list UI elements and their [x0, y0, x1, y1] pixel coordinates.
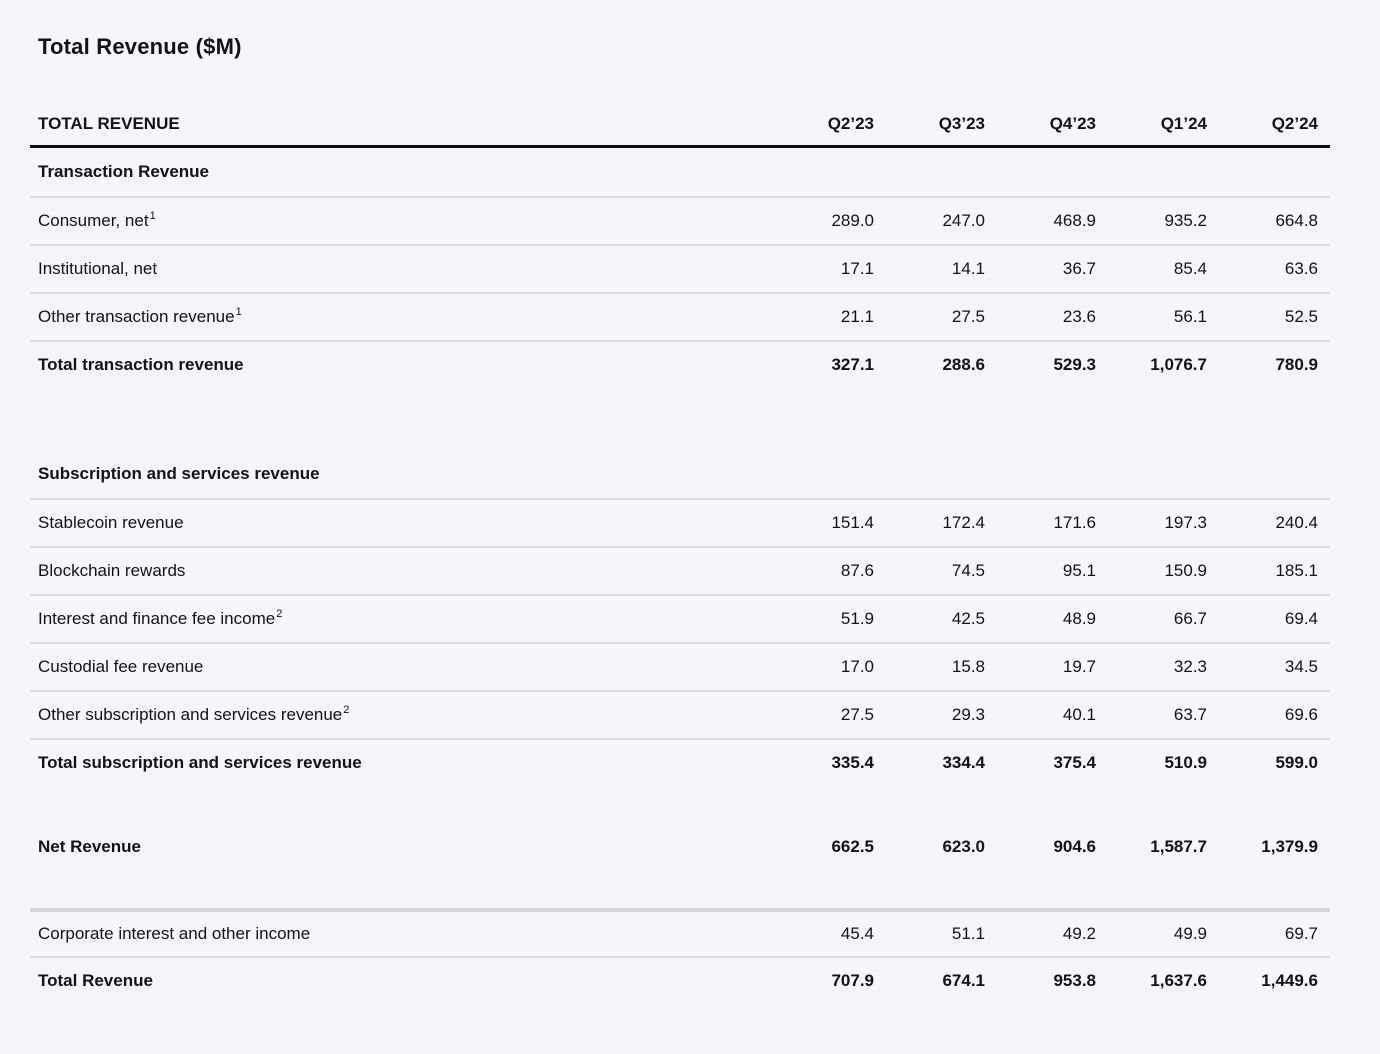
row-value: 17.0 — [840, 657, 874, 676]
row-label: Consumer, net — [38, 211, 149, 230]
row-label-cell — [30, 657, 763, 677]
row-label: Corporate interest and other income — [38, 924, 311, 943]
row-value: 87.6 — [840, 561, 874, 580]
table-row — [30, 292, 1330, 340]
row-label-cell — [30, 561, 763, 581]
footnote-marker: 2 — [276, 608, 283, 621]
table-body — [30, 148, 1330, 1004]
column-header-q2-24: Q2’24 — [1271, 113, 1318, 133]
row-value: 1,587.7 — [1150, 837, 1207, 856]
footnote-marker: 1 — [149, 210, 156, 223]
footnote-marker: 2 — [343, 704, 350, 717]
row-value: 32.3 — [1173, 657, 1207, 676]
row-value: 1,637.6 — [1150, 971, 1207, 990]
row-value: 468.9 — [1053, 211, 1096, 230]
row-value: 51.1 — [951, 924, 985, 943]
table-row — [30, 148, 1330, 196]
row-label: Stablecoin revenue — [38, 513, 184, 532]
row-value: 953.8 — [1053, 971, 1096, 990]
row-value: 335.4 — [831, 753, 874, 772]
row-value: 21.1 — [840, 307, 874, 326]
page-title: Total Revenue ($M) — [38, 34, 242, 59]
row-value: 288.6 — [942, 355, 985, 374]
row-value: 375.4 — [1053, 753, 1096, 772]
column-header-q1-24: Q1’24 — [1160, 113, 1207, 133]
column-header-q4-23: Q4’23 — [1049, 113, 1096, 133]
row-value: 40.1 — [1062, 705, 1096, 724]
row-label-cell — [30, 753, 763, 773]
row-value: 85.4 — [1173, 259, 1207, 278]
table-row — [30, 823, 1330, 871]
row-label-cell — [30, 355, 763, 375]
table-row — [30, 594, 1330, 642]
row-label-cell — [30, 837, 763, 857]
row-label-cell — [30, 924, 763, 944]
row-label: Total transaction revenue — [38, 355, 244, 374]
row-value: 48.9 — [1062, 609, 1096, 628]
table-row — [30, 244, 1330, 292]
row-label-cell — [30, 513, 763, 533]
row-value: 171.6 — [1053, 513, 1096, 532]
row-value: 150.9 — [1164, 561, 1207, 580]
row-value: 23.6 — [1062, 307, 1096, 326]
row-value: 63.6 — [1284, 259, 1318, 278]
row-label: Other subscription and services revenue — [38, 705, 343, 724]
row-value: 707.9 — [831, 971, 874, 990]
row-value: 52.5 — [1284, 307, 1318, 326]
revenue-table — [30, 102, 1330, 1004]
row-value: 334.4 — [942, 753, 985, 772]
row-label: Blockchain rewards — [38, 561, 186, 580]
row-value: 51.9 — [840, 609, 874, 628]
row-value: 42.5 — [951, 609, 985, 628]
column-header-q3-23: Q3’23 — [938, 113, 985, 133]
row-value: 197.3 — [1164, 513, 1207, 532]
table-row — [30, 340, 1330, 388]
table-row — [30, 498, 1330, 546]
row-label: Transaction Revenue — [38, 162, 210, 181]
row-value: 66.7 — [1173, 609, 1207, 628]
row-value: 247.0 — [942, 211, 985, 230]
row-value: 95.1 — [1062, 561, 1096, 580]
row-value: 45.4 — [840, 924, 874, 943]
table-header-row — [30, 102, 1330, 148]
row-value: 69.7 — [1284, 924, 1318, 943]
row-value: 623.0 — [942, 837, 985, 856]
row-label: Net Revenue — [38, 837, 141, 856]
row-value: 1,449.6 — [1261, 971, 1318, 990]
column-header-q2-23: Q2’23 — [827, 113, 874, 133]
row-value: 240.4 — [1275, 513, 1318, 532]
row-label-cell — [30, 259, 763, 279]
row-value: 935.2 — [1164, 211, 1207, 230]
table-row — [30, 738, 1330, 786]
row-value: 27.5 — [951, 307, 985, 326]
row-value: 49.2 — [1062, 924, 1096, 943]
row-label-cell — [30, 307, 763, 327]
row-value: 151.4 — [831, 513, 874, 532]
footnote-marker: 1 — [235, 306, 242, 319]
row-value: 674.1 — [942, 971, 985, 990]
table-header-title: TOTAL REVENUE — [38, 113, 180, 133]
row-label-cell — [30, 211, 763, 231]
table-row — [30, 908, 1330, 956]
table-row — [30, 956, 1330, 1004]
row-label-cell — [30, 705, 763, 725]
row-value: 599.0 — [1275, 753, 1318, 772]
row-value: 19.7 — [1062, 657, 1096, 676]
row-label: Custodial fee revenue — [38, 657, 204, 676]
row-value: 27.5 — [840, 705, 874, 724]
table-row — [30, 690, 1330, 738]
row-value: 14.1 — [951, 259, 985, 278]
row-value: 1,379.9 — [1261, 837, 1318, 856]
row-value: 327.1 — [831, 355, 874, 374]
row-value: 904.6 — [1053, 837, 1096, 856]
row-value: 63.7 — [1173, 705, 1207, 724]
row-value: 172.4 — [942, 513, 985, 532]
row-value: 662.5 — [831, 837, 874, 856]
row-label: Institutional, net — [38, 259, 158, 278]
row-label-cell — [30, 609, 763, 629]
row-value: 510.9 — [1164, 753, 1207, 772]
row-label-cell — [30, 464, 763, 484]
row-label: Interest and finance fee income — [38, 609, 276, 628]
row-label: Total subscription and services revenue — [38, 753, 362, 772]
row-label: Subscription and services revenue — [38, 464, 320, 483]
row-value: 780.9 — [1275, 355, 1318, 374]
table-row — [30, 546, 1330, 594]
row-label-cell — [30, 162, 763, 182]
row-value: 56.1 — [1173, 307, 1207, 326]
row-value: 69.4 — [1284, 609, 1318, 628]
table-row — [30, 450, 1330, 498]
row-value: 34.5 — [1284, 657, 1318, 676]
row-value: 69.6 — [1284, 705, 1318, 724]
row-value: 17.1 — [840, 259, 874, 278]
row-value: 1,076.7 — [1150, 355, 1207, 374]
row-value: 529.3 — [1053, 355, 1096, 374]
row-value: 289.0 — [831, 211, 874, 230]
row-value: 49.9 — [1173, 924, 1207, 943]
row-label: Other transaction revenue — [38, 307, 235, 326]
row-value: 29.3 — [951, 705, 985, 724]
row-value: 664.8 — [1275, 211, 1318, 230]
row-value: 15.8 — [951, 657, 985, 676]
row-value: 36.7 — [1062, 259, 1096, 278]
table-row — [30, 642, 1330, 690]
table-row — [30, 196, 1330, 244]
row-label-cell — [30, 971, 763, 991]
row-label: Total Revenue — [38, 971, 153, 990]
row-value: 185.1 — [1275, 561, 1318, 580]
row-value: 74.5 — [951, 561, 985, 580]
